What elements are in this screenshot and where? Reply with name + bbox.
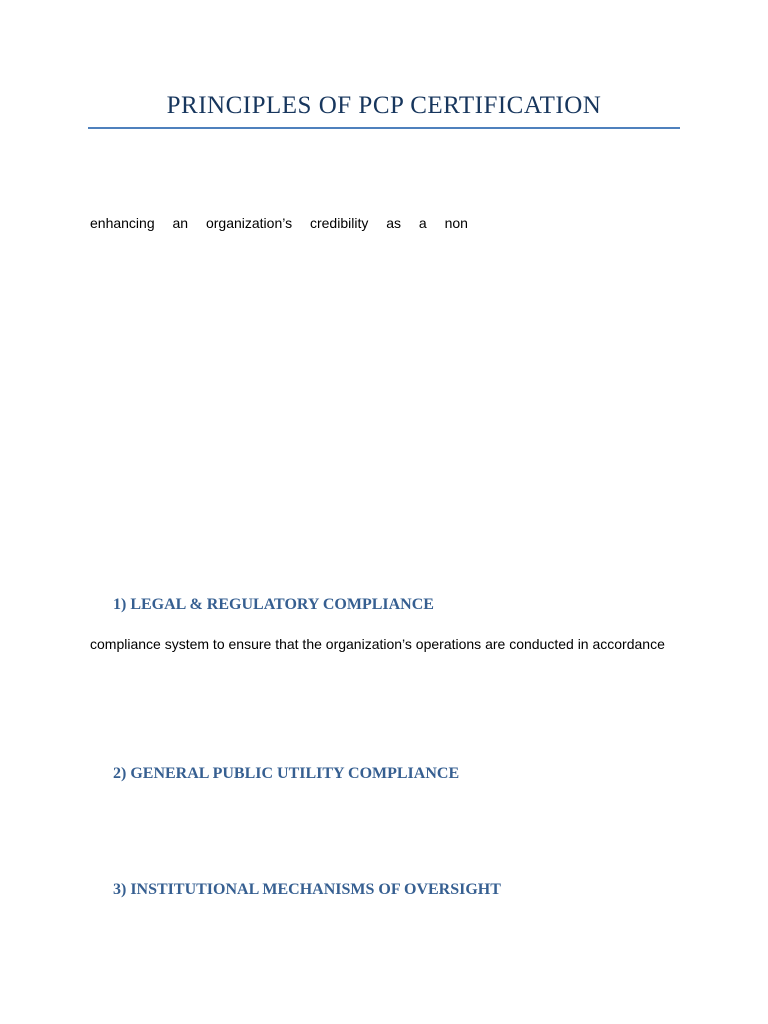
title-underline-rule — [88, 127, 680, 129]
document-title: PRINCIPLES OF PCP CERTIFICATION — [166, 92, 602, 119]
section-heading-legal-regulatory-compliance: 1) LEGAL & REGULATORY COMPLIANCE — [113, 596, 434, 613]
section-paragraph-legal-regulatory-compliance: compliance system to ensure that the organization’s operations are conducted in accordance — [90, 636, 665, 652]
intro-paragraph: enhancing an organization’s credibility as a non — [90, 215, 468, 231]
section-heading-institutional-mechanisms-of-oversight: 3) INSTITUTIONAL MECHANISMS OF OVERSIGHT — [113, 881, 501, 898]
section-heading-general-public-utility-compliance: 2) GENERAL PUBLIC UTILITY COMPLIANCE — [113, 765, 460, 782]
